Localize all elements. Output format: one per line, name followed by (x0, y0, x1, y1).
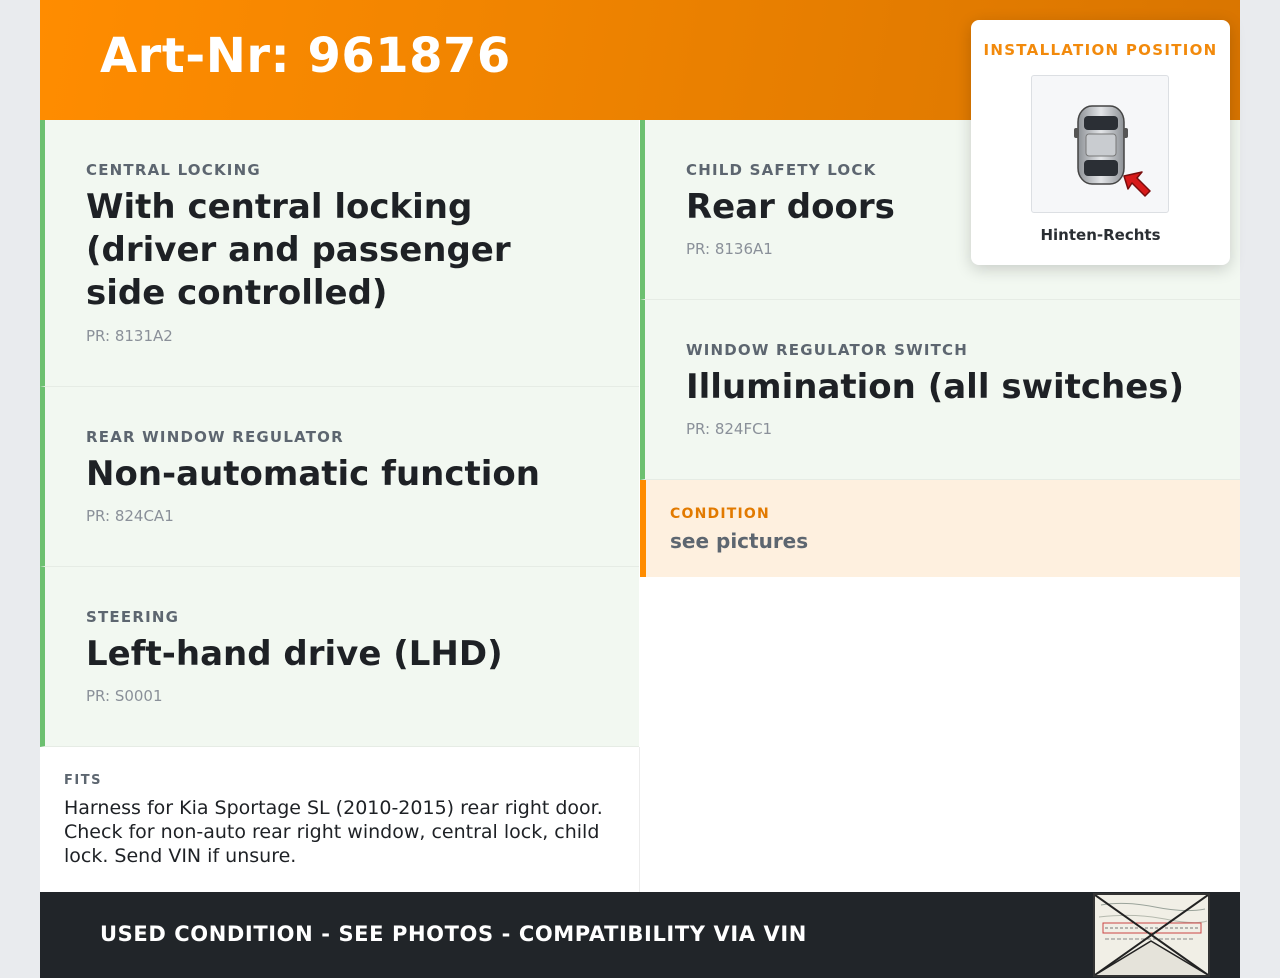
red-arrow-icon (1120, 168, 1160, 208)
installation-caption: Hinten-Rechts (1040, 226, 1161, 244)
spec-label: CENTRAL LOCKING (86, 161, 261, 179)
fits-section (40, 747, 640, 892)
footer-notice: USED CONDITION - SEE PHOTOS - COMPATIBILITY VIA VIN (100, 922, 807, 946)
spec-code: PR: 8136A1 (686, 240, 773, 258)
spec-value: Illumination (all switches) (686, 367, 1185, 407)
spec-label: WINDOW REGULATOR SWITCH (686, 341, 969, 359)
footer-bar (40, 892, 1240, 978)
condition-box (640, 480, 1240, 577)
spec-value: Non-automatic function (86, 454, 540, 494)
spec-value: Left-hand drive (LHD) (86, 634, 503, 674)
document-thumbnail-icon (1095, 895, 1208, 975)
installation-position-card (971, 20, 1230, 265)
spec-label: CHILD SAFETY LOCK (686, 161, 877, 179)
spec-code: PR: 824CA1 (86, 507, 174, 525)
spec-window-regulator-switch (640, 300, 1240, 480)
fits-description: Harness for Kia Sportage SL (2010-2015) rear right door. Check for non-auto rear right window, central lock, child lock. Send VIN if unsure. (64, 797, 603, 867)
spec-rear-window-regulator (40, 387, 639, 567)
installation-title: INSTALLATION POSITION (983, 41, 1218, 59)
car-position-image (1031, 75, 1169, 213)
spec-label: STEERING (86, 608, 180, 626)
spec-central-locking (40, 120, 639, 387)
spec-code: PR: S0001 (86, 687, 163, 705)
fits-label: FITS (64, 773, 102, 788)
spec-label: REAR WINDOW REGULATOR (86, 428, 344, 446)
vehicle-document-thumbnail[interactable] (1093, 893, 1210, 977)
spec-steering (40, 567, 639, 747)
spec-code: PR: 824FC1 (686, 420, 773, 438)
article-number-title: Art-Nr: 961876 (100, 28, 511, 84)
spec-value: With central locking (driver and passenger side controlled) (86, 187, 511, 313)
spec-value: Rear doors (686, 187, 895, 227)
product-sheet (40, 0, 1240, 978)
condition-label: CONDITION (670, 506, 770, 522)
condition-value: see pictures (670, 529, 809, 553)
spec-code: PR: 8131A2 (86, 327, 173, 345)
